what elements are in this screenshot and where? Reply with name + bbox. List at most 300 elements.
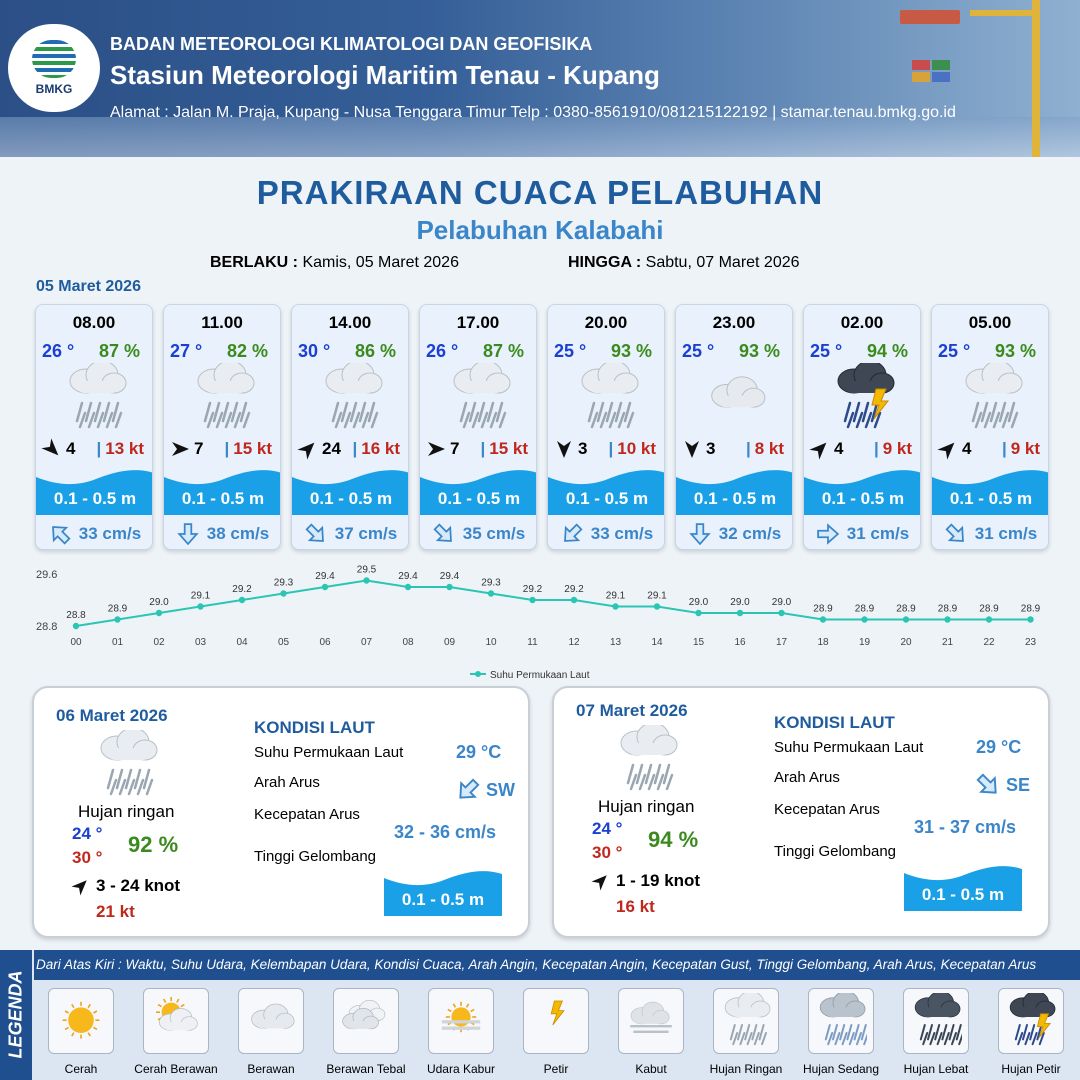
current-arrow-icon — [44, 518, 75, 549]
wind — [554, 439, 587, 459]
current-direction-value: SE — [1006, 774, 1031, 795]
day-humidity: 94 % — [648, 827, 699, 852]
wind — [426, 439, 459, 459]
x-tick-label: 23 — [1024, 637, 1037, 648]
wave-height-label: Tinggi Gelombang — [774, 843, 897, 860]
legend-item — [699, 988, 793, 1076]
sst-point — [73, 623, 79, 629]
station-name: Stasiun Meteorologi Maritim Tenau - Kupang — [110, 60, 660, 90]
wind-arrow-icon — [38, 435, 66, 463]
day-weather-icon — [612, 725, 682, 795]
sst-data-label: 29.0 — [771, 597, 792, 608]
legend-item-label: Kabut — [635, 1062, 667, 1076]
weather-icon — [64, 363, 128, 433]
current-direction-label: Arah Arus — [254, 774, 320, 791]
legend-item — [319, 988, 413, 1076]
sst-data-label: 29.0 — [730, 597, 750, 608]
x-tick-label: 04 — [236, 637, 248, 648]
container-graphic — [912, 60, 930, 70]
sea-condition-header: KONDISI LAUT — [254, 718, 375, 737]
sst-line — [76, 581, 1031, 627]
x-tick-label: 00 — [70, 637, 82, 648]
wind — [938, 439, 971, 459]
light-rain-icon — [576, 363, 640, 433]
air-temperature: 26 ° — [426, 341, 459, 361]
day-date: 06 Maret 2026 — [56, 706, 168, 725]
light-rain-icon — [960, 363, 1024, 433]
gust-speed: 8 kt — [754, 439, 784, 458]
y-tick-label: 29.6 — [36, 569, 58, 581]
weather-icon — [192, 363, 256, 433]
light-rain-icon — [720, 993, 772, 1049]
current-arrow-icon — [428, 518, 459, 549]
legend-item-label: Cerah Berawan — [134, 1062, 218, 1076]
light-rain-icon — [612, 725, 682, 795]
light-rain-icon — [320, 363, 384, 433]
lightning-icon — [530, 993, 582, 1049]
day-wave-height: 0.1 - 0.5 m — [401, 890, 485, 909]
gust-speed: 15 kt — [489, 439, 528, 458]
current-direction — [976, 773, 1030, 797]
gust: | 13 kt — [96, 439, 144, 458]
hourly-card — [803, 304, 921, 550]
sst-point — [695, 610, 701, 616]
wind-arrow-icon — [68, 873, 93, 898]
sst-point — [571, 597, 577, 603]
weather-icon — [576, 363, 640, 433]
day-wind — [72, 876, 180, 896]
x-tick-label: 10 — [485, 637, 497, 648]
day-weather-icon — [92, 730, 162, 800]
sst-point — [861, 616, 867, 622]
org-name: BADAN METEOROLOGI KLIMATOLOGI DAN GEOFISIKA — [110, 34, 593, 54]
legend-item-label: Berawan — [247, 1062, 295, 1076]
sst-data-label: 28.9 — [107, 603, 128, 615]
current-speed: 38 cm/s — [206, 524, 270, 543]
wind-speed: 7 — [194, 439, 204, 458]
x-tick-label: 16 — [734, 637, 746, 648]
current — [292, 517, 409, 550]
day-panel — [552, 686, 1050, 938]
x-tick-label: 14 — [651, 637, 663, 648]
current — [36, 517, 153, 550]
legend-item-label: Petir — [543, 1062, 569, 1076]
current-arrow-icon — [971, 768, 1005, 802]
sst-data-label: 28.9 — [854, 603, 875, 615]
wind-speed: 7 — [450, 439, 460, 458]
current-arrow-icon — [451, 773, 485, 807]
current-arrow-icon — [817, 523, 839, 545]
sst-data-label: 29.3 — [273, 577, 294, 589]
sst-point — [405, 584, 411, 590]
thunderstorm-icon — [1005, 993, 1057, 1049]
x-tick-label: 20 — [900, 637, 912, 648]
gust-speed: 10 kt — [617, 439, 656, 458]
sst-data-label: 28.8 — [66, 610, 86, 621]
x-tick-label: 03 — [194, 637, 207, 648]
legend-icon-box — [808, 988, 874, 1054]
legend-item-label: Udara Kabur — [426, 1062, 496, 1076]
light-rain-icon — [448, 363, 512, 433]
air-temperature: 25 ° — [682, 341, 715, 361]
x-tick-label: 05 — [277, 637, 290, 648]
hourly-card — [291, 304, 409, 550]
air-temperature: 25 ° — [810, 341, 843, 361]
current-speed-value: 31 - 37 cm/s — [914, 817, 1017, 837]
wave-height: 0.1 - 0.5 m — [949, 489, 1033, 508]
sst-point — [529, 597, 535, 603]
wind-arrow-icon — [426, 439, 446, 459]
current-direction-value: SW — [486, 779, 515, 800]
humidity: 93 % — [610, 341, 652, 361]
current-speed: 37 cm/s — [334, 524, 398, 543]
sst-point — [280, 590, 286, 596]
hourly-card — [419, 304, 537, 550]
wind-arrow-icon — [554, 439, 574, 459]
forecast-time: 11.00 — [201, 313, 243, 332]
x-tick-label: 13 — [609, 637, 622, 648]
wind-arrow-icon — [934, 435, 962, 463]
wind-speed: 24 — [322, 439, 341, 458]
logo-text: BMKG — [35, 82, 73, 96]
wind — [298, 439, 341, 459]
valid-to — [568, 254, 800, 272]
weather-icon — [320, 363, 384, 433]
cloudy-icon — [245, 993, 297, 1049]
current-arrow-icon — [177, 523, 199, 545]
sst-point — [654, 603, 660, 609]
sst-point — [820, 616, 826, 622]
legend-icon-box — [618, 988, 684, 1054]
x-tick-label: 07 — [360, 637, 373, 648]
sst-point — [239, 597, 245, 603]
page-title: PRAKIRAAN CUACA PELABUHAN — [256, 174, 824, 211]
sst-point — [156, 610, 162, 616]
day-humidity: 92 % — [128, 832, 179, 857]
current-arrow-icon — [940, 518, 971, 549]
current-speed-label: Kecepatan Arus — [254, 806, 360, 823]
legend-side — [0, 950, 32, 1080]
sst-chart — [30, 562, 1050, 682]
wave-height: 0.1 - 0.5 m — [437, 489, 521, 508]
legend-icon-box — [713, 988, 779, 1054]
legend-item — [224, 988, 318, 1076]
sst-value: 29 °C — [976, 737, 1022, 757]
hourly-card — [675, 304, 793, 550]
air-temperature: 25 ° — [938, 341, 971, 361]
sst-point — [1027, 616, 1033, 622]
current-speed: 31 cm/s — [974, 524, 1038, 543]
sst-point — [944, 616, 950, 622]
legend-item-label: Hujan Petir — [1001, 1062, 1061, 1076]
weather-icon — [704, 363, 768, 433]
sst-data-label: 28.9 — [1020, 603, 1041, 615]
wave-height: 0.1 - 0.5 m — [181, 489, 265, 508]
sst-data-label: 29.2 — [522, 584, 543, 595]
legend-item — [794, 988, 888, 1076]
gust-speed: 13 kt — [105, 439, 144, 458]
current-speed-value: 32 - 36 cm/s — [394, 822, 497, 842]
legend-icon-box — [48, 988, 114, 1054]
day-wind — [592, 871, 700, 891]
wave-height: 0.1 - 0.5 m — [565, 489, 649, 508]
gust-speed: 9 kt — [1010, 439, 1040, 458]
gust: | 10 kt — [608, 439, 656, 458]
current-speed: 35 cm/s — [462, 524, 526, 543]
legend-item-label: Berawan Tebal — [326, 1062, 406, 1076]
sst-data-label: 29.4 — [398, 571, 418, 582]
bmkg-logo — [8, 24, 100, 112]
gust: | 15 kt — [224, 439, 272, 458]
day-temp-min: 24 ° — [72, 824, 103, 843]
day-condition: Hujan ringan — [78, 802, 175, 821]
heavy-rain-icon — [910, 993, 962, 1049]
sst-point — [197, 603, 203, 609]
sst-data-label: 29.3 — [481, 577, 501, 589]
wind-arrow-icon — [682, 439, 702, 459]
air-temperature: 30 ° — [298, 341, 331, 361]
sst-label: Suhu Permukaan Laut — [774, 739, 924, 756]
wind-arrow-icon — [588, 868, 613, 893]
humidity: 94 % — [866, 341, 908, 361]
page-subtitle: Pelabuhan Kalabahi — [416, 215, 664, 245]
sst-point — [778, 610, 784, 616]
wind — [170, 439, 203, 459]
x-tick-label: 06 — [319, 637, 331, 648]
current — [164, 517, 281, 550]
header-banner — [0, 0, 1080, 157]
x-tick-label: 09 — [443, 637, 456, 648]
hourly-card — [163, 304, 281, 550]
wave-height: 0.1 - 0.5 m — [53, 489, 137, 508]
humidity: 87 % — [98, 341, 140, 361]
humidity: 87 % — [482, 341, 524, 361]
current-speed: 32 cm/s — [718, 524, 782, 543]
current-arrow-icon — [556, 518, 587, 549]
legend-marker — [475, 671, 481, 677]
x-tick-label: 18 — [817, 637, 829, 648]
day-panel — [32, 686, 530, 938]
current — [932, 517, 1049, 550]
wind-speed: 3 — [578, 439, 588, 458]
forecast-time: 14.00 — [328, 313, 372, 332]
legend-icon-box — [903, 988, 969, 1054]
light-rain-icon — [192, 363, 256, 433]
day-temp-min: 24 ° — [592, 819, 623, 838]
current-direction — [456, 778, 515, 802]
valid-from-label: BERLAKU : — [210, 254, 298, 271]
humidity: 93 % — [994, 341, 1036, 361]
current-speed: 33 cm/s — [78, 524, 142, 543]
forecast-time: 02.00 — [840, 313, 884, 332]
y-tick-label: 28.8 — [36, 621, 58, 633]
wind-speed: 3 — [706, 439, 716, 458]
weather-icon — [832, 363, 896, 433]
legend-item-label: Hujan Sedang — [802, 1062, 880, 1076]
air-temperature: 25 ° — [554, 341, 587, 361]
gust-speed: 16 kt — [361, 439, 400, 458]
wind-arrow-icon — [806, 435, 834, 463]
forecast-time: 08.00 — [72, 313, 116, 332]
humidity: 82 % — [226, 341, 268, 361]
x-tick-label: 11 — [527, 637, 538, 648]
day1-date: 05 Maret 2026 — [36, 278, 141, 295]
sst-point — [903, 616, 909, 622]
wave-height: 0.1 - 0.5 m — [309, 489, 393, 508]
container-graphic — [932, 72, 950, 82]
sst-data-label: 29.2 — [564, 584, 584, 595]
x-tick-label: 01 — [111, 637, 124, 648]
sst-data-label: 28.9 — [979, 603, 999, 615]
day-temp-max: 30 ° — [72, 848, 103, 867]
wind — [682, 439, 715, 459]
sea-condition-header: KONDISI LAUT — [774, 713, 895, 732]
x-tick-label: 17 — [775, 637, 788, 648]
current-speed: 33 cm/s — [590, 524, 654, 543]
sst-point — [612, 603, 618, 609]
current — [804, 517, 921, 550]
haze-icon — [435, 993, 487, 1049]
crane-arm-graphic — [970, 10, 1040, 16]
gust: | 9 kt — [873, 439, 912, 458]
legend-item — [414, 988, 508, 1076]
sst-point — [322, 584, 328, 590]
day-temp-max: 30 ° — [592, 843, 623, 862]
sst-point — [737, 610, 743, 616]
sst-data-label: 29.4 — [315, 571, 335, 582]
legend-icon-box — [333, 988, 399, 1054]
wind — [42, 439, 75, 459]
legend-icon-box — [998, 988, 1064, 1054]
air-temperature: 26 ° — [42, 341, 75, 361]
current-arrow-icon — [689, 523, 711, 545]
sst-point — [488, 590, 494, 596]
wave-height: 0.1 - 0.5 m — [693, 489, 777, 508]
day-gust: 16 kt — [616, 897, 655, 916]
thunderstorm-icon — [832, 363, 896, 433]
legend-series-name: Suhu Permukaan Laut — [490, 670, 590, 681]
day-wind-speed: 3 - 24 knot — [96, 876, 181, 895]
sunny-icon — [55, 993, 107, 1049]
sst-point — [363, 577, 369, 583]
wind-speed: 4 — [834, 439, 844, 458]
station-address: Alamat : Jalan M. Praja, Kupang - Nusa Tenggara Timur Telp : 0380-8561910/081215122192 | stamar.tenau.bmkg.go.id — [110, 104, 956, 121]
legend-item-label: Cerah — [64, 1062, 98, 1076]
valid-from — [210, 254, 459, 272]
current-direction-label: Arah Arus — [774, 769, 840, 786]
container-graphic — [912, 72, 930, 82]
sst-data-label: 29.0 — [149, 597, 169, 608]
current — [420, 517, 537, 550]
day-condition: Hujan ringan — [598, 797, 695, 816]
moderate-rain-icon — [815, 993, 867, 1049]
x-tick-label: 22 — [983, 637, 995, 648]
day-wind-speed: 1 - 19 knot — [616, 871, 701, 890]
crane-graphic — [1032, 0, 1040, 157]
hourly-card — [931, 304, 1049, 550]
legend-item — [604, 988, 698, 1076]
wind-speed: 4 — [66, 439, 76, 458]
weather-icon — [960, 363, 1024, 433]
current-speed-label: Kecepatan Arus — [774, 801, 880, 818]
current-speed: 31 cm/s — [846, 524, 910, 543]
sst-data-label: 28.9 — [896, 603, 916, 615]
legend-item-label: Hujan Ringan — [709, 1062, 783, 1076]
sst-label: Suhu Permukaan Laut — [254, 744, 404, 761]
current — [676, 517, 793, 550]
legend-item — [984, 988, 1078, 1076]
forecast-time: 17.00 — [456, 313, 500, 332]
humidity: 86 % — [354, 341, 396, 361]
sst-point — [446, 584, 452, 590]
sst-data-label: 28.9 — [813, 603, 833, 615]
bmkg-globe-icon — [32, 40, 76, 78]
humidity: 93 % — [738, 341, 780, 361]
sst-data-label: 29.2 — [232, 584, 252, 595]
light-rain-icon — [92, 730, 162, 800]
day-gust: 21 kt — [96, 902, 135, 921]
sst-data-label: 29.1 — [605, 590, 626, 602]
wave-height-label: Tinggi Gelombang — [254, 848, 377, 865]
day-wave-height: 0.1 - 0.5 m — [921, 885, 1005, 904]
air-temperature: 27 ° — [170, 341, 203, 361]
banner-floor — [0, 117, 1080, 157]
legend-icon-box — [238, 988, 304, 1054]
valid-to-value: Sabtu, 07 Maret 2026 — [645, 254, 800, 271]
x-tick-label: 21 — [941, 637, 954, 648]
gust: | 8 kt — [745, 439, 784, 458]
sst-chart-svg — [30, 562, 1050, 682]
wind-arrow-icon — [294, 435, 322, 463]
gust-speed: 9 kt — [882, 439, 912, 458]
gust-speed: 15 kt — [233, 439, 272, 458]
gust: | 15 kt — [480, 439, 528, 458]
valid-from-value: Kamis, 05 Maret 2026 — [302, 254, 459, 271]
light-rain-icon — [64, 363, 128, 433]
sst-data-label: 29.1 — [647, 590, 667, 602]
sst-data-label: 29.0 — [688, 597, 709, 608]
wave-height: 0.1 - 0.5 m — [821, 489, 905, 508]
hourly-card — [35, 304, 153, 550]
sst-data-label: 29.1 — [190, 590, 211, 602]
x-tick-label: 12 — [568, 637, 580, 648]
sst-point — [114, 616, 120, 622]
x-tick-label: 08 — [402, 637, 414, 648]
hourly-card — [547, 304, 665, 550]
sst-data-label: 29.5 — [356, 564, 377, 576]
sst-data-label: 28.9 — [937, 603, 958, 615]
forecast-time: 20.00 — [584, 313, 628, 332]
legend-item — [129, 988, 223, 1076]
ship-graphic — [900, 10, 960, 24]
current — [548, 517, 665, 550]
legend-title: LEGENDA — [5, 970, 26, 1059]
wind-arrow-icon — [170, 439, 190, 459]
x-tick-label: 19 — [858, 637, 871, 648]
wind — [810, 439, 843, 459]
forecast-time: 05.00 — [968, 313, 1012, 332]
container-graphic — [932, 60, 950, 70]
sst-value: 29 °C — [456, 742, 502, 762]
legend-item-label: Hujan Lebat — [903, 1062, 969, 1076]
sst-point — [986, 616, 992, 622]
cloudy-icon — [704, 363, 768, 433]
legend-icon-box — [523, 988, 589, 1054]
legend-icon-box — [143, 988, 209, 1054]
day-date: 07 Maret 2026 — [576, 701, 688, 720]
partly-cloudy-icon — [150, 993, 202, 1049]
gust: | 16 kt — [352, 439, 400, 458]
